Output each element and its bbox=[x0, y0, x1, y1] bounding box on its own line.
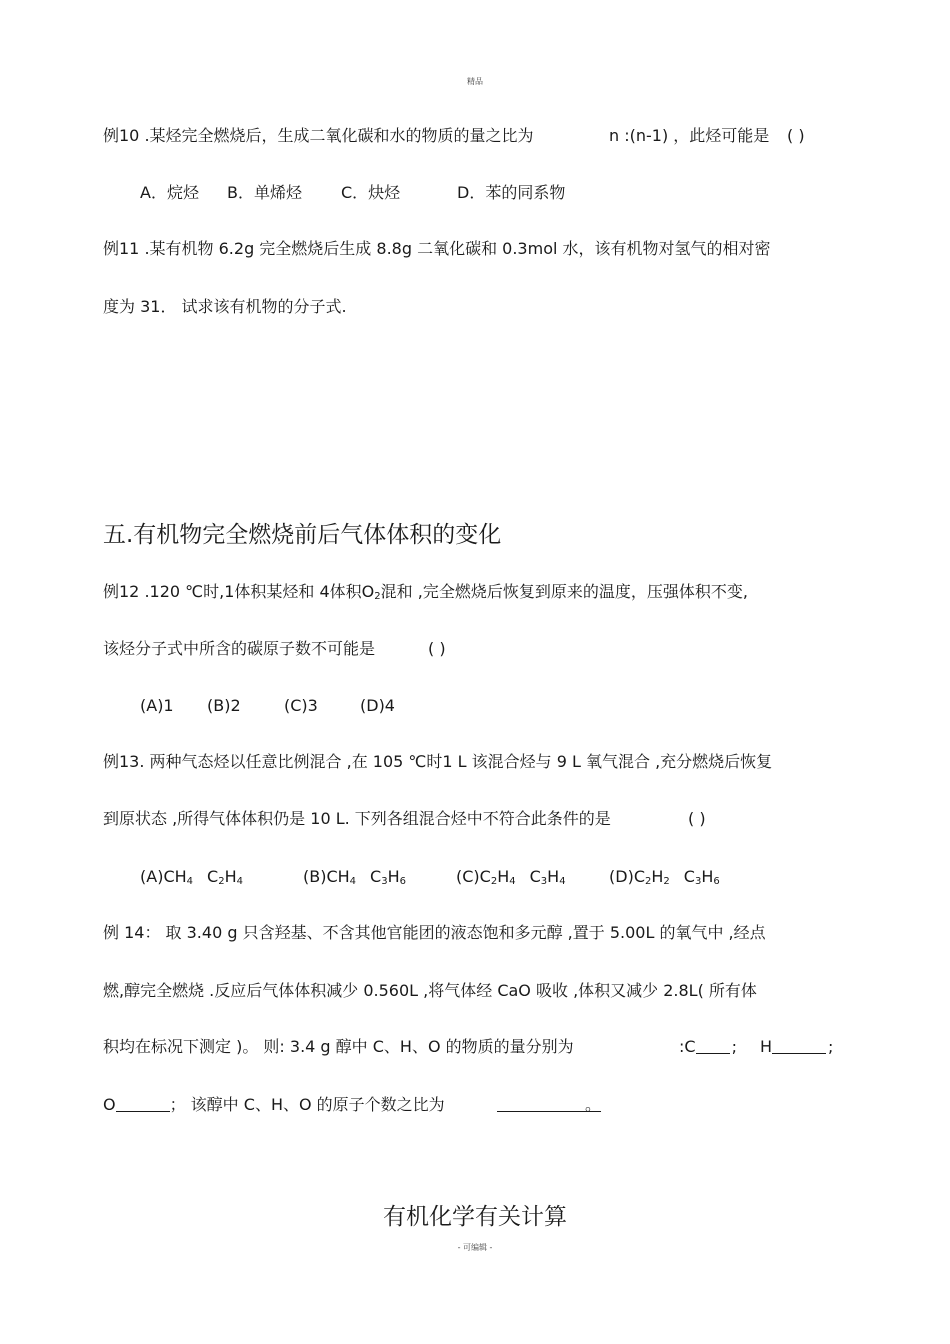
footer-title: 有机化学有关计算 bbox=[383, 1204, 567, 1230]
ex10-option-b: B．单烯烃 bbox=[227, 183, 302, 202]
ex13-option-b: $(B)CH_4$ $C_3H_6$ bbox=[303, 867, 406, 887]
ex12-o2: $O_2$ bbox=[361, 582, 381, 602]
ex10-option-c: C．炔烃 bbox=[341, 183, 401, 202]
ex10-answer-paren: ( ) bbox=[787, 126, 805, 145]
ex12-line1-end: 混和 ,完全燃烧后恢复到原来的温度，压强体积不变, bbox=[380, 582, 748, 601]
ex13-option-c: $(C)C_2H_4$ $C_3H_4$ bbox=[456, 867, 566, 887]
ex14-h-blank: H ; bbox=[760, 1037, 834, 1056]
ex14-line4 bbox=[103, 1095, 445, 1115]
ex13-option-a: $(A)CH_4$ $C_2H_4$ bbox=[140, 867, 243, 887]
ex14-o-blank bbox=[116, 1097, 170, 1112]
ex10-question: 例10 .某烃完全燃烧后，生成二氧化碳和水的物质的量之比为 bbox=[103, 126, 534, 145]
ex12-line2: 该烃分子式中所含的碳原子数不可能是 bbox=[103, 639, 376, 658]
ex14-c-blank: :C ; bbox=[679, 1037, 737, 1056]
ex12-option-c: (C)3 bbox=[284, 696, 318, 715]
ex14-line1: 例 14： 取 3.40 g 只含羟基、不含其他官能团的液态饱和多元醇 ,置于 5.00L 的氧气中 ,经点 bbox=[103, 923, 766, 942]
page-footer: - 可编辑 - bbox=[457, 1243, 493, 1252]
ex12-option-b: (B)2 bbox=[207, 696, 241, 715]
ex10-option-a: A．烷烃 bbox=[140, 183, 199, 202]
ex14-line3: 积均在标况下测定 )。 则: 3.4 g 醇中 C、H、O 的物质的量分别为 bbox=[103, 1037, 574, 1056]
ex12-line1 bbox=[103, 582, 748, 607]
ex13-option-d: $(D)C_2H_2$ $C_3H_6$ bbox=[609, 867, 720, 887]
ex10-option-d: D．苯的同系物 bbox=[457, 183, 566, 202]
ex14-line4-text: ； 该醇中 C、H、O 的原子个数之比为 bbox=[169, 1095, 445, 1114]
section-title: 五.有机物完全燃烧前后气体体积的变化 bbox=[103, 522, 502, 548]
ex11-line2: 度为 31． 试求该有机物的分子式. bbox=[103, 297, 347, 316]
ex12-option-a: (A)1 bbox=[140, 696, 174, 715]
ex13-line2: 到原状态 ,所得气体体积仍是 10 L. 下列各组混合烃中不符合此条件的是 bbox=[103, 809, 611, 828]
ex14-ratio-blank: 。 bbox=[497, 1095, 601, 1115]
ex10-ratio: n :(n-1) ，此烃可能是 bbox=[609, 126, 770, 145]
ex13-line1: 例13. 两种气态烃以任意比例混合 ,在 105 ℃时1 L 该混合烃与 9 L 氧气混合 ,充分燃烧后恢复 bbox=[103, 752, 773, 771]
ex13-answer-paren: ( ) bbox=[688, 809, 706, 828]
ex14-line2: 燃,醇完全燃烧 .反应后气体体积减少 0.560L ,将气体经 CaO 吸收 ,体积又减少 2.8L( 所有体 bbox=[103, 981, 757, 1000]
ex12-line1-start: 例12 .120 ℃时,1体积某烃和 4体积 bbox=[103, 582, 362, 601]
ex14-o-label: O bbox=[103, 1095, 116, 1114]
ex12-option-d: (D)4 bbox=[360, 696, 395, 715]
ex12-answer-paren: ( ) bbox=[428, 639, 446, 658]
page-header: 精品 bbox=[467, 77, 483, 86]
ex11-line1: 例11 .某有机物 6.2g 完全燃烧后生成 8.8g 二氧化碳和 0.3mol 水，该有机物对氢气的相对密 bbox=[103, 239, 771, 258]
